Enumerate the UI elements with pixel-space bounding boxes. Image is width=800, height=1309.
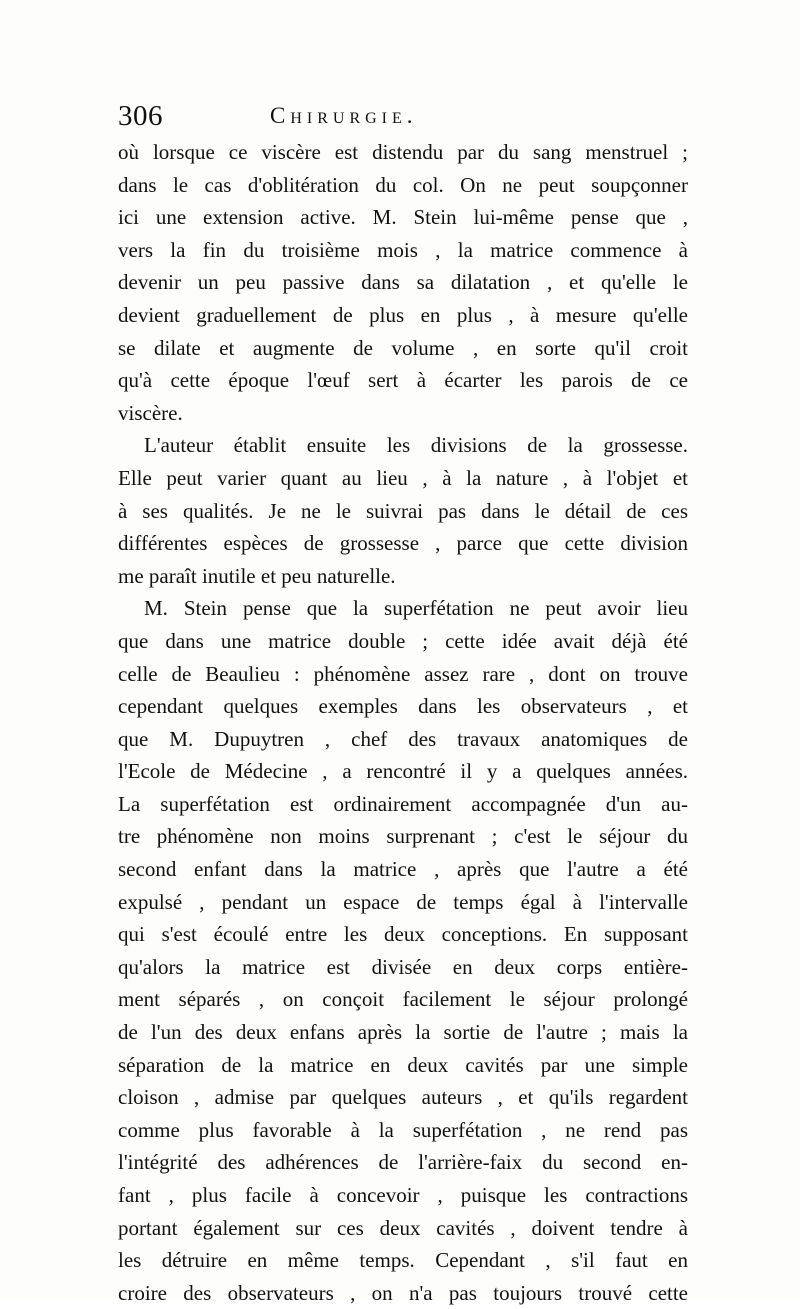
page-number: 306 [118, 100, 163, 132]
text-line: expulsé , pendant un espace de temps égal à l'intervalle [118, 889, 688, 914]
text-line: devient graduellement de plus en plus , à mesure qu'elle [118, 302, 688, 327]
text-line: L'auteur établit ensuite les divisions de la grossesse. [144, 433, 688, 458]
text-line: cloison , admise par quelques auteurs , et qu'ils regardent [118, 1085, 688, 1110]
text-line: viscère. [118, 400, 183, 425]
text-line: devenir un peu passive dans sa dilatation , et qu'elle le [118, 270, 688, 295]
text-line: tre phénomène non moins surprenant ; c'est le séjour du [118, 824, 688, 849]
text-line: vers la fin du troisième mois , la matrice commence à [118, 237, 688, 262]
text-line: La superfétation est ordinairement accompagnée d'un au- [118, 791, 688, 816]
body-text [118, 136, 688, 1309]
text-line: séparation de la matrice en deux cavités par une simple [118, 1052, 688, 1077]
text-line: qui s'est écoulé entre les deux conceptions. En supposant [118, 922, 688, 947]
text-line: croire des observateurs , on n'a pas toujours trouvé cette [118, 1280, 688, 1305]
text-line: celle de Beaulieu : phénomène assez rare , dont on trouve [118, 661, 688, 686]
text-line: portant également sur ces deux cavités , doivent tendre à [118, 1215, 688, 1240]
text-line: fant , plus facile à concevoir , puisque les contractions [118, 1183, 688, 1207]
text-line: différentes espèces de grossesse , parce que cette division [118, 531, 688, 556]
text-line: l'Ecole de Médecine , a rencontré il y a quelques années. [118, 759, 688, 784]
text-line: où lorsque ce viscère est distendu par du sang menstruel ; [118, 140, 688, 164]
text-line: second enfant dans la matrice , après que l'autre a été [118, 857, 688, 882]
page-header [118, 96, 698, 136]
text-line: de l'un des deux enfans après la sortie de l'autre ; mais la [118, 1020, 688, 1045]
text-line: ment séparés , on conçoit facilement le séjour prolongé [118, 987, 688, 1012]
text-line: que dans une matrice double ; cette idée avait déjà été [118, 628, 688, 653]
text-line: les détruire en même temps. Cependant , s'il faut en [118, 1248, 688, 1273]
text-line: M. Stein pense que la superfétation ne peut avoir lieu [144, 596, 688, 621]
text-line: à ses qualités. Je ne le suivrai pas dans le détail de ces [118, 498, 688, 523]
text-line: l'intégrité des adhérences de l'arrière-faix du second en- [118, 1150, 688, 1175]
text-line: me paraît inutile et peu naturelle. [118, 563, 396, 588]
running-head: Chirurgie. [270, 103, 418, 128]
text-line: qu'alors la matrice est divisée en deux corps entière- [118, 954, 688, 979]
text-line: ici une extension active. M. Stein lui-même pense que , [118, 205, 688, 230]
text-line: Elle peut varier quant au lieu , à la nature , à l'objet et [118, 465, 688, 490]
text-line: cependant quelques exemples dans les observateurs , et [118, 694, 688, 719]
text-line: comme plus favorable à la superfétation , ne rend pas [118, 1117, 688, 1142]
text-line: qu'à cette époque l'œuf sert à écarter les parois de ce [118, 368, 688, 393]
text-line: se dilate et augmente de volume , en sorte qu'il croit [118, 335, 688, 360]
text-line: que M. Dupuytren , chef des travaux anatomiques de [118, 726, 688, 751]
text-line: dans le cas d'oblitération du col. On ne peut soupçonner [118, 172, 688, 197]
